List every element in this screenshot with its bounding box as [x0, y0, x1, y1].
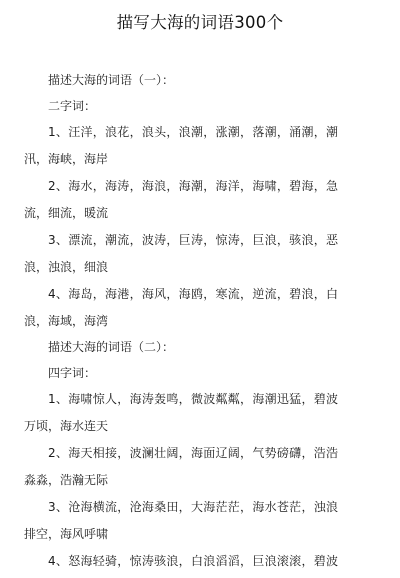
section-1-heading: 描述大海的词语（一）：: [48, 73, 175, 87]
section-1-item-4-line-1: 4、海岛，海港，海风，海鸥，寒流，逆流，碧浪，白: [48, 287, 338, 301]
section-2-item-1-line-1: 1、海啸惊人，海涛轰鸣，微波粼粼，海潮迅猛，碧波: [48, 392, 338, 406]
document-title: 描写大海的词语300个: [116, 13, 284, 32]
section-2-item-2-line-2: 淼淼，浩瀚无际: [24, 473, 109, 487]
section-2-item-3-line-1: 3、沧海横流，沧海桑田，大海茫茫，海水苍茫，浊浪: [48, 500, 338, 514]
section-1-item-2-line-2: 流，细流，暖流: [24, 206, 109, 220]
section-2-subheading: 四字词：: [48, 366, 97, 380]
section-1-item-1-line-2: 汛，海峡，海岸: [24, 152, 109, 166]
section-1-item-3-line-1: 3、漂流，潮流，波涛，巨涛，惊涛，巨浪，骇浪，恶: [48, 233, 338, 247]
section-2-item-1-line-2: 万顷，海水连天: [24, 419, 109, 433]
section-1-subheading: 二字词：: [48, 99, 97, 113]
section-1-item-4-line-2: 浪，海域，海湾: [24, 314, 109, 328]
section-1-item-3-line-2: 浪，浊浪，细浪: [24, 260, 109, 274]
section-2-item-3-line-2: 排空，海风呼啸: [24, 527, 109, 541]
section-2-item-2-line-1: 2、海天相接，波澜壮阔，海面辽阔，气势磅礴，浩浩: [48, 446, 338, 460]
section-1-item-1-line-1: 1、汪洋，浪花，浪头，浪潮，涨潮，落潮，涌潮，潮: [48, 125, 338, 139]
section-2-item-4-line-1: 4、怒海轻骑，惊涛骇浪，白浪滔滔，巨浪滚滚，碧波: [48, 554, 338, 568]
section-1-item-2-line-1: 2、海水，海涛，海浪，海潮，海洋，海啸，碧海，急: [48, 179, 338, 193]
section-2-heading: 描述大海的词语（二）：: [48, 340, 175, 354]
